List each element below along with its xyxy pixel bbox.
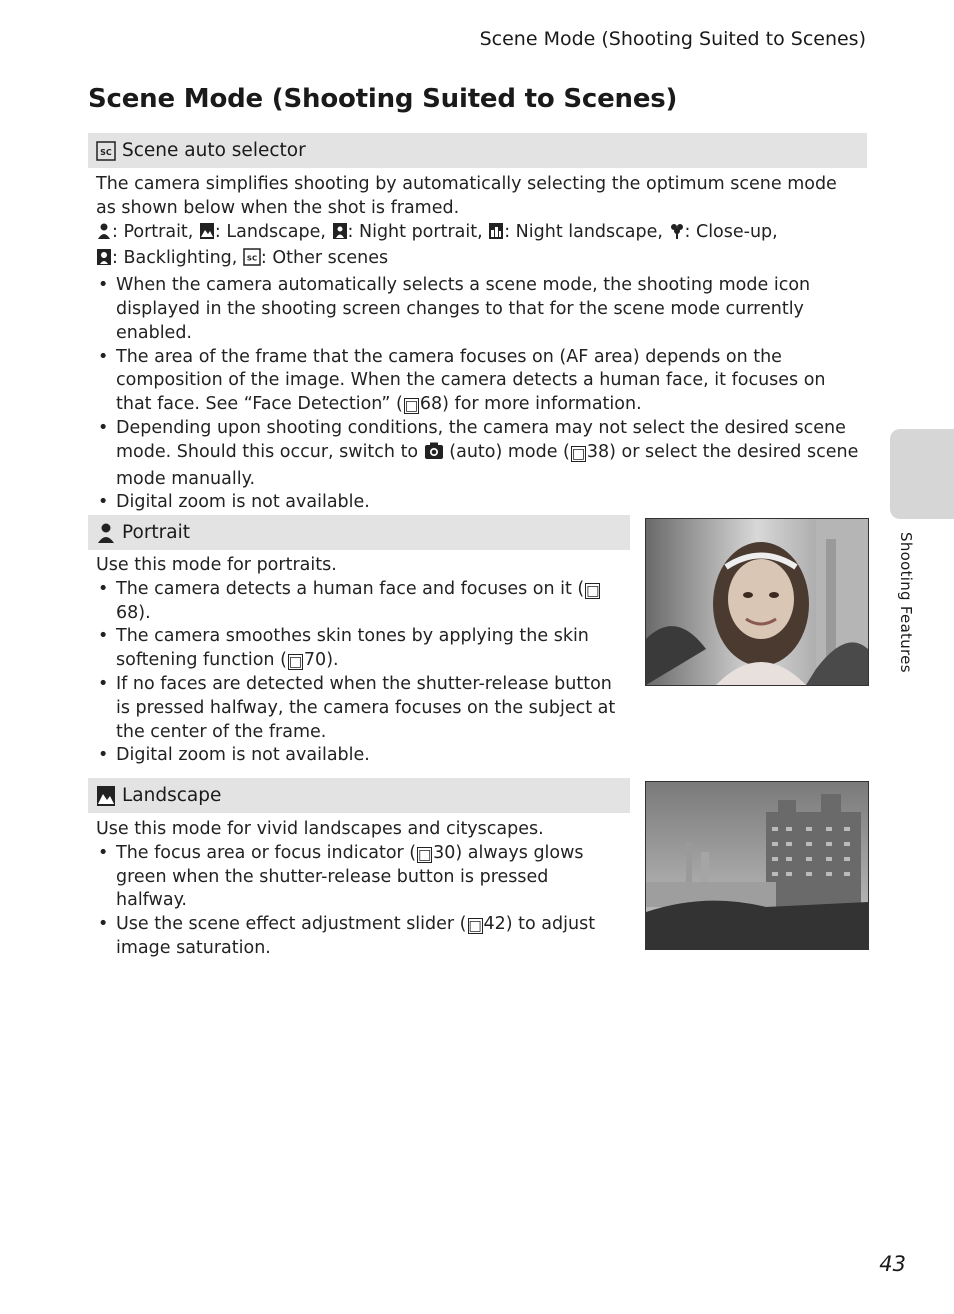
bullet-list: [96, 578, 622, 768]
portrait-icon: [96, 522, 116, 544]
page-ref-link[interactable]: 70: [303, 650, 327, 671]
page-ref-link[interactable]: 38: [586, 441, 610, 462]
other-scenes-icon: [243, 248, 261, 274]
landscape-photo: [645, 781, 869, 950]
list-item: • Digital zoom is not available.: [96, 744, 622, 768]
portrait-photo: [645, 518, 869, 686]
page-ref-icon: □: [586, 582, 600, 599]
page-ref-icon: □: [571, 445, 586, 462]
list-item: • When the camera automatically selects a scene mode, the shooting mode icon displayed in the shooting screen changes to that for the scene mode currently enabled.: [96, 274, 860, 345]
backlighting-icon: [96, 248, 112, 274]
page-ref-icon: □: [404, 398, 419, 415]
page-ref-link[interactable]: 68: [116, 602, 139, 623]
night-portrait-icon: [332, 222, 348, 248]
chapter-tab: [890, 429, 954, 519]
page-title: Scene Mode (Shooting Suited to Scenes): [88, 84, 678, 114]
chapter-label: Shooting Features: [897, 532, 915, 673]
list-item: • Digital zoom is not available.: [96, 491, 860, 515]
svg-text:SC: SC: [100, 147, 112, 157]
landscape-body: [96, 818, 622, 961]
section-title: Scene auto selector: [122, 140, 306, 161]
landscape-icon: [199, 222, 215, 248]
intro-text: Use this mode for portraits.: [96, 555, 337, 575]
section-header-scene-auto: [88, 133, 867, 168]
scene-auto-body: [96, 173, 860, 515]
page-ref-icon: □: [288, 654, 303, 671]
portrait-body: [96, 554, 622, 768]
section-header-landscape: [88, 778, 630, 813]
list-item: • The area of the frame that the camera focuses on (AF area) depends on the composition of the image. When the camera detects a human face, it focuses on that face. See “Face Detection” ( □ 68) for more information.: [96, 346, 860, 417]
intro-text: Use this mode for vivid landscapes and cityscapes.: [96, 819, 544, 839]
list-item: • The camera detects a human face and focuses on it ( □68).: [96, 578, 622, 626]
bullet-list: [96, 274, 860, 515]
page-ref-link[interactable]: 68: [419, 394, 443, 415]
page-ref-link[interactable]: 42: [483, 914, 506, 935]
list-item: • Use the scene effect adjustment slider ( □ 42) to adjust image saturation.: [96, 913, 622, 961]
portrait-icon: [96, 222, 112, 248]
bullet-list: [96, 842, 622, 961]
camera-auto-icon: [424, 442, 444, 468]
section-header-portrait: [88, 515, 630, 550]
close-up-icon: [669, 222, 685, 248]
mode-list: : Portrait, : Landscape, : Night portrait, : Night landscape, : Close-up, : Backlighting, SC : Other scenes: [96, 221, 860, 275]
scene-auto-icon: [96, 141, 116, 161]
section-title: Landscape: [122, 785, 222, 806]
page-ref-icon: □: [418, 846, 432, 863]
page-ref-icon: □: [468, 918, 482, 935]
svg-text:SC: SC: [246, 254, 258, 263]
landscape-icon: [96, 785, 116, 807]
running-head: Scene Mode (Shooting Suited to Scenes): [479, 28, 866, 50]
section-title: Portrait: [122, 522, 191, 543]
list-item: • The focus area or focus indicator ( □ 30) always glows green when the shutter-release button is pressed halfway.: [96, 842, 622, 913]
list-item: • Depending upon shooting conditions, the camera may not select the desired scene mode. Should this occur, switch to (auto) mode ( □ 38) or select the desired scene mode manually.: [96, 417, 860, 491]
page-ref-link[interactable]: 30: [433, 842, 456, 863]
list-item: • The camera smoothes skin tones by applying the skin softening function ( □ 70).: [96, 625, 622, 673]
night-landscape-icon: [488, 222, 504, 248]
page-number: 43: [879, 1252, 906, 1276]
intro-text: The camera simplifies shooting by automatically selecting the optimum scene mode as shown below when the shot is framed.: [96, 174, 837, 218]
list-item: • If no faces are detected when the shutter-release button is pressed halfway, the camera focuses on the subject at the center of the frame.: [96, 673, 622, 744]
